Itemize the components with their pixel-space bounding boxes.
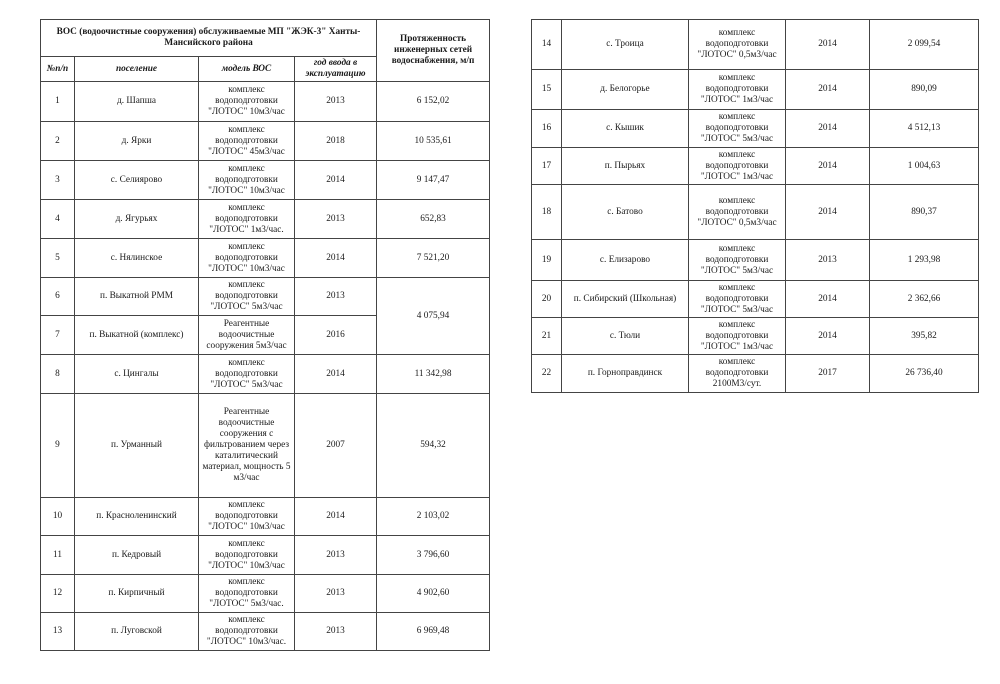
row-num: 18 xyxy=(532,185,562,240)
table-row xyxy=(532,355,979,393)
row-settlement: д. Ягурьях xyxy=(75,200,199,239)
year-header: год ввода в эксплуатацию xyxy=(295,57,377,82)
row-model: комплекс водоподготовки "ЛОТОС" 1м3/час xyxy=(689,70,786,110)
row-num: 20 xyxy=(532,281,562,318)
row-model: комплекс водоподготовки "ЛОТОС" 10м3/час xyxy=(199,239,295,278)
row-year: 2013 xyxy=(786,240,870,281)
row-year: 2014 xyxy=(295,239,377,278)
row-model: комплекс водоподготовки "ЛОТОС" 0,5м3/час xyxy=(689,20,786,70)
row-length: 10 535,61 xyxy=(377,122,490,161)
row-year: 2014 xyxy=(295,498,377,536)
table-row xyxy=(41,498,490,536)
row-year: 2014 xyxy=(786,148,870,185)
table-row xyxy=(532,185,979,240)
row-model: комплекс водоподготовки "ЛОТОС" 10м3/час xyxy=(199,536,295,575)
row-year: 2013 xyxy=(295,82,377,122)
row-length: 594,32 xyxy=(377,394,490,498)
row-settlement: с. Цингалы xyxy=(75,355,199,394)
row-length: 7 521,20 xyxy=(377,239,490,278)
row-length: 6 152,02 xyxy=(377,82,490,122)
row-settlement: д. Шапша xyxy=(75,82,199,122)
row-settlement: п. Кедровый xyxy=(75,536,199,575)
row-length: 1 293,98 xyxy=(870,240,979,281)
row-num: 19 xyxy=(532,240,562,281)
table-row xyxy=(41,394,490,498)
row-length: 890,37 xyxy=(870,185,979,240)
row-length: 4 075,94 xyxy=(377,278,490,355)
row-year: 2014 xyxy=(786,110,870,148)
table-row xyxy=(41,278,490,316)
row-settlement: с. Тюли xyxy=(562,318,689,355)
row-model: комплекс водоподготовки "ЛОТОС" 10м3/час xyxy=(199,82,295,122)
table-row xyxy=(41,200,490,239)
row-year: 2007 xyxy=(295,394,377,498)
row-length: 9 147,47 xyxy=(377,161,490,200)
row-num: 11 xyxy=(41,536,75,575)
row-num: 9 xyxy=(41,394,75,498)
row-length: 4 902,60 xyxy=(377,575,490,613)
row-num: 15 xyxy=(532,70,562,110)
row-num: 13 xyxy=(41,613,75,651)
table-row xyxy=(41,536,490,575)
row-year: 2013 xyxy=(295,575,377,613)
row-model: комплекс водоподготовки "ЛОТОС" 10м3/час xyxy=(199,161,295,200)
table-row xyxy=(41,613,490,651)
row-length: 4 512,13 xyxy=(870,110,979,148)
row-num: 14 xyxy=(532,20,562,70)
row-year: 2014 xyxy=(295,161,377,200)
row-model: комплекс водоподготовки "ЛОТОС" 5м3/час xyxy=(689,240,786,281)
row-model: комплекс водоподготовки "ЛОТОС" 1м3/час xyxy=(689,318,786,355)
row-year: 2013 xyxy=(295,278,377,316)
table-row xyxy=(41,122,490,161)
row-year: 2013 xyxy=(295,536,377,575)
row-settlement: д. Ярки xyxy=(75,122,199,161)
table-title: ВОС (водоочистные сооружения) обслуживаемые МП "ЖЭК-3" Ханты-Мансийского района xyxy=(41,20,377,57)
row-model: комплекс водоподготовки "ЛОТОС" 10м3/час. xyxy=(199,613,295,651)
row-num: 17 xyxy=(532,148,562,185)
row-num: 8 xyxy=(41,355,75,394)
row-settlement: п. Луговской xyxy=(75,613,199,651)
row-length: 2 099,54 xyxy=(870,20,979,70)
row-model: комплекс водоподготовки "ЛОТОС" 5м3/час xyxy=(689,110,786,148)
row-year: 2014 xyxy=(786,318,870,355)
row-length: 395,82 xyxy=(870,318,979,355)
row-num: 5 xyxy=(41,239,75,278)
row-year: 2018 xyxy=(295,122,377,161)
row-model: комплекс водоподготовки "ЛОТОС" 10м3/час xyxy=(199,498,295,536)
row-model: Реагентные водоочистные сооружения 5м3/час xyxy=(199,316,295,355)
row-settlement: п. Пырьях xyxy=(562,148,689,185)
row-settlement: с. Нялинское xyxy=(75,239,199,278)
table-row xyxy=(532,148,979,185)
row-model: Реагентные водоочистные сооружения с фильтрованием через каталитический материал, мощность 5 м3/час xyxy=(199,394,295,498)
row-settlement: с. Батово xyxy=(562,185,689,240)
row-year: 2013 xyxy=(295,200,377,239)
row-num: 1 xyxy=(41,82,75,122)
length-header: Протяженность инженерных сетей водоснабжения, м/п xyxy=(377,20,490,82)
row-year: 2013 xyxy=(295,613,377,651)
row-num: 3 xyxy=(41,161,75,200)
row-model: комплекс водоподготовки "ЛОТОС" 1м3/час. xyxy=(199,200,295,239)
table-row xyxy=(532,20,979,70)
row-settlement: п. Выкатной (комплекс) xyxy=(75,316,199,355)
row-length: 1 004,63 xyxy=(870,148,979,185)
row-length: 26 736,40 xyxy=(870,355,979,393)
row-model: комплекс водоподготовки "ЛОТОС" 1м3/час xyxy=(689,148,786,185)
row-settlement: п. Урманный xyxy=(75,394,199,498)
row-settlement: п. Кирпичный xyxy=(75,575,199,613)
model-header: модель ВОС xyxy=(199,57,295,82)
row-year: 2014 xyxy=(786,20,870,70)
row-year: 2017 xyxy=(786,355,870,393)
table-row xyxy=(532,281,979,318)
row-length: 2 103,02 xyxy=(377,498,490,536)
row-settlement: д. Белогорье xyxy=(562,70,689,110)
row-model: комплекс водоподготовки "ЛОТОС" 0,5м3/час xyxy=(689,185,786,240)
row-year: 2016 xyxy=(295,316,377,355)
row-year: 2014 xyxy=(786,185,870,240)
row-settlement: с. Селиярово xyxy=(75,161,199,200)
settlement-header: поселение xyxy=(75,57,199,82)
row-year: 2014 xyxy=(295,355,377,394)
row-model: комплекс водоподготовки "ЛОТОС" 5м3/час xyxy=(199,278,295,316)
row-year: 2014 xyxy=(786,281,870,318)
num-header: №п/п xyxy=(41,57,75,82)
table-row xyxy=(532,318,979,355)
row-length: 3 796,60 xyxy=(377,536,490,575)
table-row xyxy=(532,240,979,281)
row-model: комплекс водоподготовки 2100М3/сут. xyxy=(689,355,786,393)
table-row xyxy=(532,110,979,148)
row-length: 2 362,66 xyxy=(870,281,979,318)
row-num: 22 xyxy=(532,355,562,393)
table-row xyxy=(41,355,490,394)
row-model: комплекс водоподготовки "ЛОТОС" 45м3/час xyxy=(199,122,295,161)
row-length: 11 342,98 xyxy=(377,355,490,394)
row-settlement: с. Елизарово xyxy=(562,240,689,281)
row-num: 12 xyxy=(41,575,75,613)
row-settlement: п. Выкатной РММ xyxy=(75,278,199,316)
right-table xyxy=(531,19,979,393)
row-num: 10 xyxy=(41,498,75,536)
row-year: 2014 xyxy=(786,70,870,110)
table-row xyxy=(532,70,979,110)
row-length: 890,09 xyxy=(870,70,979,110)
row-settlement: п. Красноленинский xyxy=(75,498,199,536)
row-model: комплекс водоподготовки "ЛОТОС" 5м3/час xyxy=(199,355,295,394)
table-row xyxy=(41,161,490,200)
row-num: 6 xyxy=(41,278,75,316)
left-table xyxy=(40,19,490,651)
row-num: 2 xyxy=(41,122,75,161)
table-row xyxy=(41,239,490,278)
row-length: 652,83 xyxy=(377,200,490,239)
row-settlement: п. Сибирский (Школьная) xyxy=(562,281,689,318)
table-row xyxy=(41,575,490,613)
row-model: комплекс водоподготовки "ЛОТОС" 5м3/час xyxy=(689,281,786,318)
table-row xyxy=(41,82,490,122)
row-settlement: с. Кышик xyxy=(562,110,689,148)
row-length: 6 969,48 xyxy=(377,613,490,651)
row-num: 4 xyxy=(41,200,75,239)
row-settlement: п. Горноправдинск xyxy=(562,355,689,393)
row-settlement: с. Троица xyxy=(562,20,689,70)
row-num: 16 xyxy=(532,110,562,148)
row-num: 21 xyxy=(532,318,562,355)
row-num: 7 xyxy=(41,316,75,355)
row-model: комплекс водоподготовки "ЛОТОС" 5м3/час. xyxy=(199,575,295,613)
